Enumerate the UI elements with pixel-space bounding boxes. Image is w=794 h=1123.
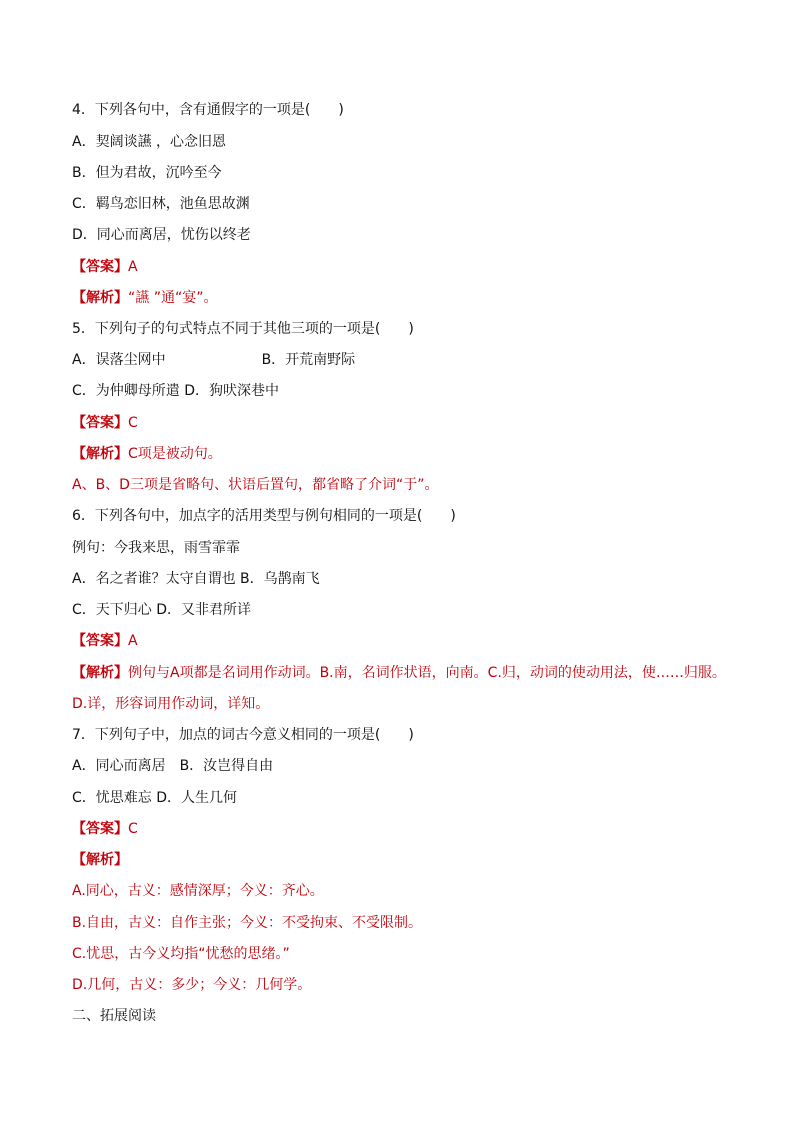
section-heading: 二、拓展阅读: [72, 1008, 156, 1024]
q6-option-b: B．乌鹊南飞: [240, 571, 320, 587]
q7-answer-line: [72, 820, 138, 838]
q4-answer: A: [128, 259, 138, 275]
q5-analysis-2: A、B、D三项是省略句、状语后置句，都省略了介词“于”。: [72, 477, 439, 493]
q5-answer: C: [128, 415, 138, 431]
q7-analysis-line-d: D.几何，古义：多少；今义：几何学。: [72, 977, 312, 993]
q7-options-ab: [72, 757, 273, 775]
q5-option-a: A．误落尘网中: [72, 352, 166, 368]
q6-options-cd: [72, 601, 251, 619]
q7-analysis-line-b: B.自由，古义：自作主张；今义：不受拘束、不受限制。: [72, 915, 423, 931]
q7-analysis-tag: 【解析】: [72, 852, 128, 868]
analysis-tag: 【解析】: [72, 446, 128, 462]
answer-tag: 【答案】: [72, 821, 128, 837]
analysis-tag: 【解析】: [72, 290, 128, 306]
q6-option-d: D．又非君所详: [156, 602, 252, 618]
answer-tag: 【答案】: [72, 259, 128, 275]
q6-answer-line: [72, 632, 138, 650]
q6-option-c: C．天下归心: [72, 602, 152, 618]
q4-analysis: “讌 ”通“宴”。: [128, 290, 218, 306]
q7-option-b: B．汝岂得自由: [179, 758, 274, 774]
q7-option-a: A．同心而离居: [72, 758, 166, 774]
q7-option-c: C．忧思难忘: [72, 790, 152, 806]
q4-option-c: C．羁鸟恋旧林，池鱼思故渊: [72, 196, 250, 212]
q7-options-cd: [72, 789, 237, 807]
q5-analysis-line: [72, 445, 222, 463]
q6-option-a: A．名之者谁？太守自谓也: [72, 571, 236, 587]
q5-stem: 5．下列句子的句式特点不同于其他三项的一项是( ): [72, 321, 414, 337]
q4-analysis-line: [72, 289, 217, 307]
answer-tag: 【答案】: [72, 415, 128, 431]
q5-options-cd: [72, 382, 279, 400]
q5-option-c: C．为仲卿母所遣: [72, 383, 180, 399]
q5-options-ab: [72, 351, 355, 369]
q7-analysis-line-c: C.忧思，古今义均指“忧愁的思绪。”: [72, 946, 290, 962]
q6-stem: 6．下列各句中，加点字的活用类型与例句相同的一项是( ): [72, 508, 456, 524]
q6-analysis-2: D.详，形容词用作动词，详知。: [72, 696, 270, 712]
q5-option-d: D．狗吠深巷中: [184, 383, 280, 399]
q6-options-ab: [72, 570, 320, 588]
q5-answer-line: [72, 414, 138, 432]
q6-example: 例句：今我来思，雨雪霏霏: [72, 540, 240, 556]
q7-option-d: D．人生几何: [156, 790, 238, 806]
q5-analysis: C项是被动句。: [128, 446, 222, 462]
q7-analysis-line-a: A.同心，古义：感情深厚；今义：齐心。: [72, 883, 324, 899]
q4-stem: 4．下列各句中，含有通假字的一项是( ): [72, 102, 344, 118]
q7-answer: C: [128, 821, 138, 837]
q4-option-a: A．契阔谈讌 ，心念旧恩: [72, 134, 227, 150]
analysis-tag: 【解析】: [72, 665, 128, 681]
q4-option-b: B．但为君故，沉吟至今: [72, 165, 222, 181]
q6-answer: A: [128, 633, 138, 649]
q6-analysis: 例句与A项都是名词用作动词。B.南，名词作状语，向南。C.归，动词的使动用法，使……归服。: [128, 665, 726, 681]
q4-answer-line: [72, 258, 138, 276]
q7-stem: 7．下列句子中，加点的词古今意义相同的一项是( ): [72, 727, 414, 743]
answer-tag: 【答案】: [72, 633, 128, 649]
q5-option-b: B．开荒南野际: [261, 352, 356, 368]
q4-option-d: D．同心而离居，忧伤以终老: [72, 227, 251, 243]
q6-analysis-line: [72, 664, 726, 682]
